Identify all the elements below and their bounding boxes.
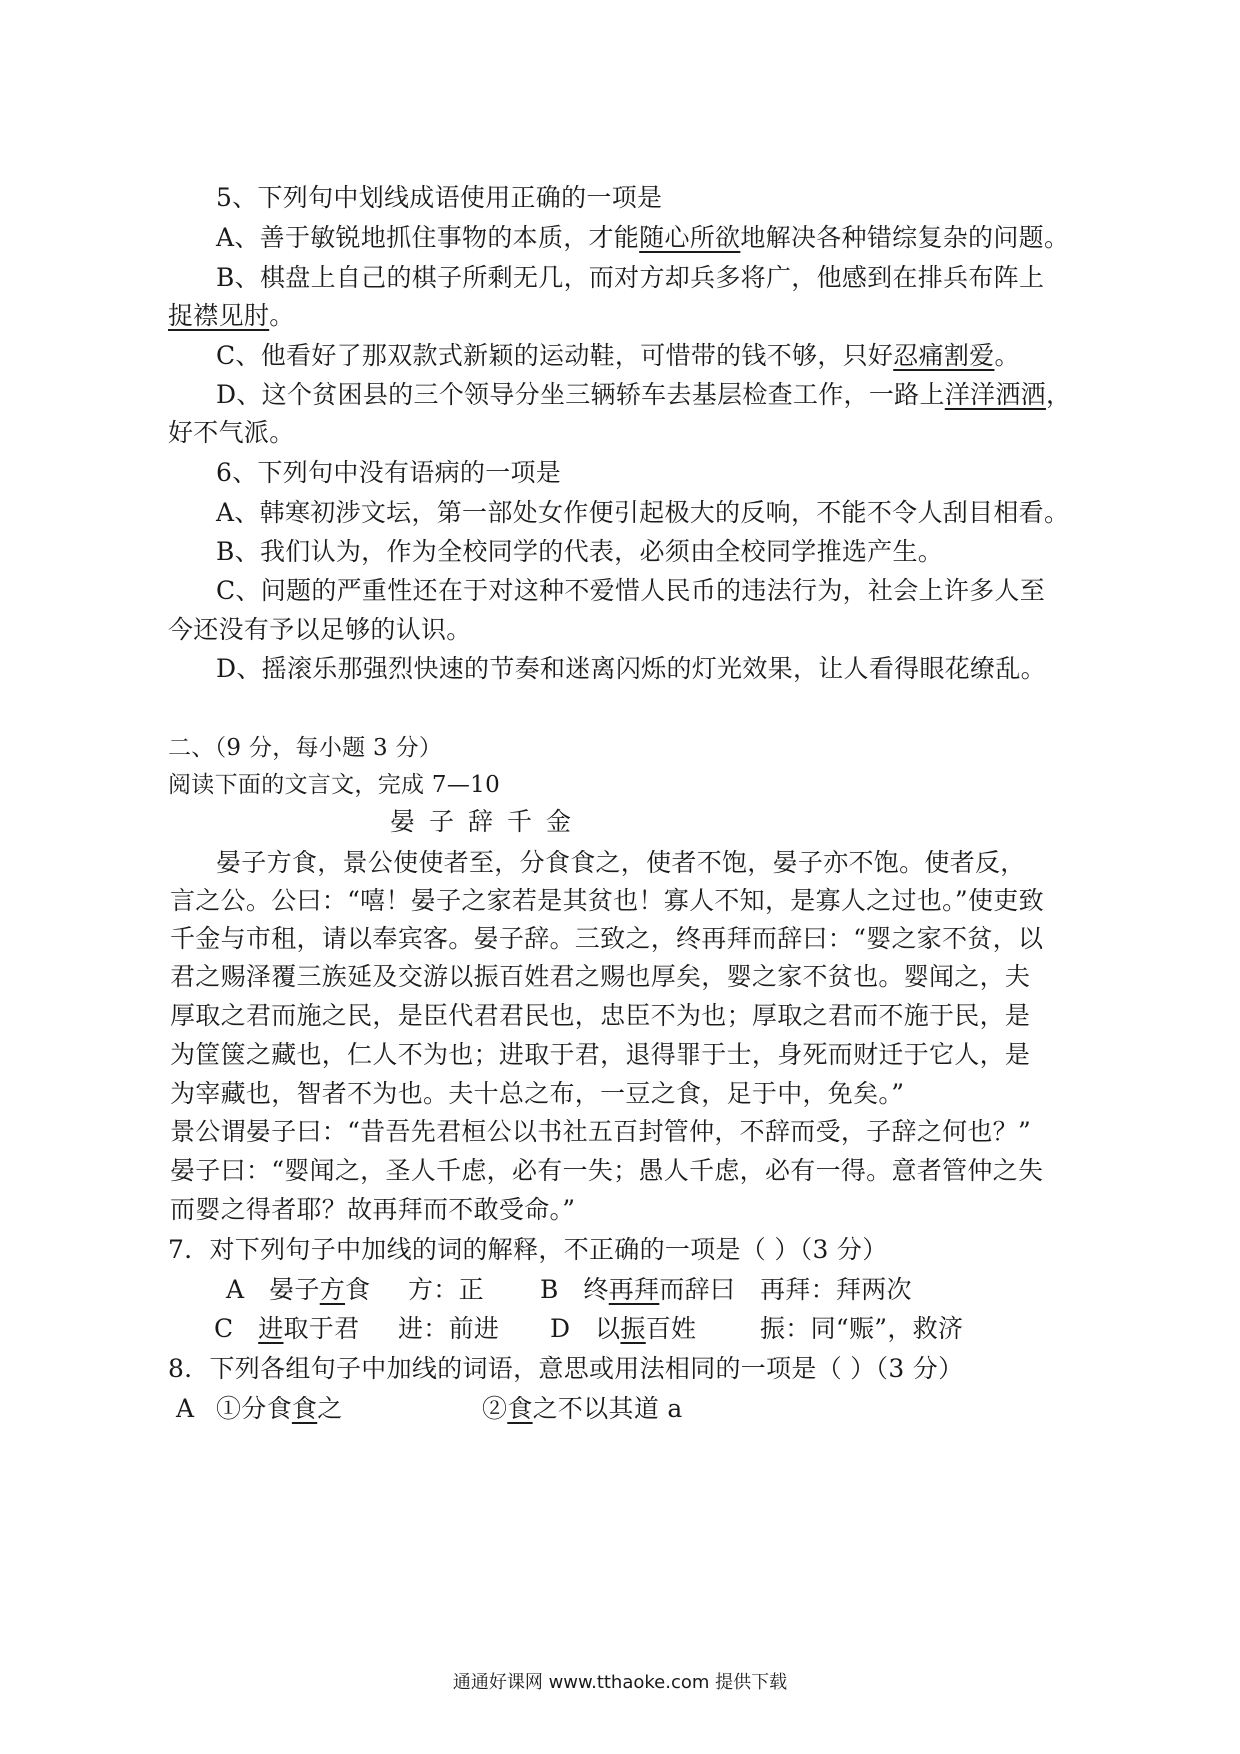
passage-line: 晏子曰：“婴闻之，圣人千虑，必有一失；愚人千虑，必有一得。意者管仲之失: [170, 1156, 1044, 1185]
q5-option-a: [216, 221, 1069, 255]
q7-d-text-end: 百姓: [645, 1314, 697, 1343]
q8-a-s2-text-end: 之不以其道 a: [532, 1394, 683, 1423]
q5-d-text-end: ，: [1045, 380, 1072, 409]
q5-b-underlined-idiom: 捉襟见肘: [168, 301, 270, 330]
passage-line: 为筐箧之藏也，仁人不为也；进取于君，退得罪于士，身死而财迁于它人，是: [170, 1040, 1031, 1069]
q7-b-label: B: [540, 1275, 559, 1304]
q7-b-gloss: 再拜：拜两次: [760, 1275, 912, 1304]
q5-d-text: D、这个贫困县的三个领导分坐三辆轿车去基层检查工作，一路上: [216, 380, 945, 409]
q7-a-gloss: 方：正: [408, 1275, 484, 1304]
q7-d-gloss: 振：同“赈”，救济: [760, 1314, 964, 1343]
q8-a-s2-text: ②: [482, 1394, 508, 1423]
q6-option-c-line1: C、问题的严重性还在于对这种不爱惜人民币的违法行为，社会上许多人至: [216, 576, 1046, 605]
q7-a-text: 晏子: [269, 1275, 320, 1304]
q7-c-gloss: 进：前进: [398, 1314, 500, 1343]
passage-line: 厚取之君而施之民，是臣代君君民也，忠臣不为也；厚取之君而不施于民，是: [170, 1001, 1031, 1030]
section-instruction: 阅读下面的文言文，完成 7—10: [168, 772, 501, 798]
q7-b-text-end: 而辞曰: [659, 1275, 736, 1304]
q7-option-b: [540, 1273, 735, 1307]
q5-a-underlined-idiom: 随心所欲: [639, 223, 741, 252]
q7-option-d: [550, 1312, 696, 1346]
q8-a-sentence-2: [482, 1392, 683, 1426]
q7-b-text: 终: [583, 1275, 609, 1304]
q6-option-a: A、韩寒初涉文坛，第一部处女作便引起极大的反响，不能不令人刮目相看。: [216, 498, 1070, 527]
q5-stem: 5、下列句中划线成语使用正确的一项是: [216, 183, 663, 212]
q8-option-a-label: A: [176, 1394, 195, 1423]
q5-option-c: [216, 339, 1020, 373]
q5-option-d-line2: 好不气派。: [168, 418, 295, 447]
q6-option-c-line2: 今还没有予以足够的认识。: [168, 615, 472, 644]
q8-stem: 8．下列各组句子中加线的词语，意思或用法相同的一项是（ ）（3 分）: [168, 1354, 964, 1383]
q5-c-text-end: 。: [994, 341, 1020, 370]
q5-a-text: A、善于敏锐地抓住事物的本质，才能: [216, 223, 640, 252]
q7-c-label: C: [214, 1314, 234, 1343]
passage-title: 晏子辞千金: [390, 807, 586, 836]
q7-option-c: [214, 1312, 359, 1346]
q7-c-underlined-word: 进: [258, 1314, 284, 1343]
q5-option-b-line1: B、棋盘上自己的棋子所剩无几，而对方却兵多将广，他感到在排兵布阵上: [216, 263, 1045, 292]
q8-a-sentence-1: [216, 1392, 343, 1426]
q8-a-s1-text: ①分食: [216, 1394, 292, 1423]
q7-a-text-end: 食: [345, 1275, 371, 1304]
q7-d-underlined-word: 振: [620, 1314, 646, 1343]
q6-option-d: D、摇滚乐那强烈快速的节奏和迷离闪烁的灯光效果，让人看得眼花缭乱。: [216, 654, 1046, 683]
q8-a-s1-text-end: 之: [317, 1394, 343, 1423]
passage-line: 千金与市租，请以奉宾客。晏子辞。三致之，终再拜而辞曰：“婴之家不贫，以: [170, 924, 1044, 953]
q7-a-underlined-word: 方: [319, 1275, 346, 1304]
passage-line: 景公谓晏子曰：“昔吾先君桓公以书社五百封管仲，不辞而受，子辞之何也？”: [170, 1117, 1032, 1146]
q7-a-label: A: [226, 1275, 245, 1304]
q8-a-s2-underlined-word: 食: [507, 1394, 533, 1423]
q5-c-text: C、他看好了那双款式新颖的运动鞋，可惜带的钱不够，只好: [216, 341, 894, 370]
passage-line: 君之赐泽覆三族延及交游以振百姓君之赐也厚矣，婴之家不贫也。婴闻之，夫: [170, 962, 1031, 991]
footer-source-note: 通通好课网 www.tthaoke.com 提供下载: [452, 1672, 788, 1693]
q5-a-text-end: 地解决各种错综复杂的问题。: [740, 223, 1070, 252]
q7-c-text-end: 取于君: [283, 1314, 360, 1343]
q7-d-text: 以: [595, 1314, 621, 1343]
q7-option-a: [226, 1273, 370, 1307]
q5-option-b-line2: [168, 299, 295, 333]
q5-option-d-line1: [216, 378, 1071, 412]
q5-d-underlined-idiom: 洋洋洒洒: [944, 380, 1046, 409]
q5-b-text-end: 。: [269, 301, 295, 330]
q7-stem: 7．对下列句子中加线的词的解释，不正确的一项是（ ）（3 分）: [168, 1235, 888, 1264]
passage-line: 为宰藏也，智者不为也。夫十总之布，一豆之食，足于中，免矣。”: [170, 1079, 905, 1108]
q5-c-underlined-idiom: 忍痛割爱: [893, 341, 995, 370]
passage-line: 而婴之得者耶？故再拜而不敢受命。”: [170, 1195, 576, 1224]
passage-line: 晏子方食，景公使使者至，分食食之，使者不饱，晏子亦不饱。使者反，: [216, 848, 1026, 877]
q8-a-s1-underlined-word: 食: [291, 1394, 318, 1423]
q6-option-b: B、我们认为，作为全校同学的代表，必须由全校同学推选产生。: [216, 537, 944, 566]
section-heading: 二、（9 分，每小题 3 分）: [168, 735, 443, 761]
q6-stem: 6、下列句中没有语病的一项是: [216, 458, 562, 487]
q7-b-underlined-word: 再拜: [608, 1275, 660, 1304]
passage-line: 言之公。公曰：“嘻！晏子之家若是其贫也！寡人不知，是寡人之过也。”使吏致: [170, 886, 1044, 915]
q7-d-label: D: [550, 1314, 571, 1343]
